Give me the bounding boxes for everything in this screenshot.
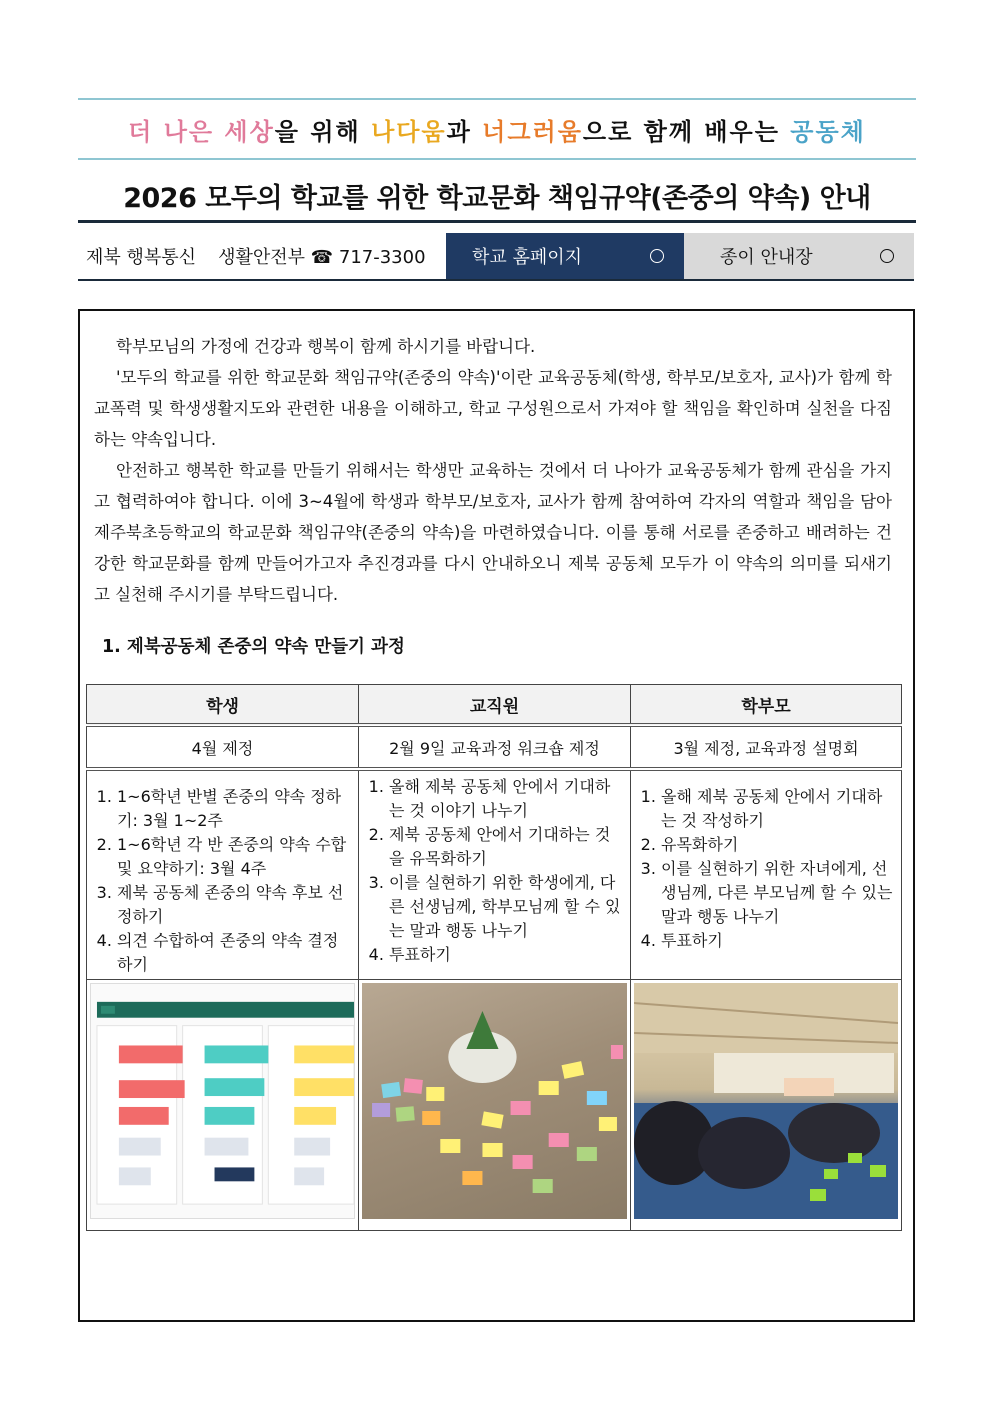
workshop-sticky-notes-photo	[362, 983, 627, 1219]
intro-paragraph: '모두의 학교를 위한 학교문화 책임규약(존중의 약속)'이란 교육공동체(학생, 학부모/보호자, 교사)가 함께 학교폭력 및 학생생활지도와 관련한 내용을 이해하고, 학교 구성원으로서 가져야 할 책임을 확인하며 실천을 다짐하는 약속입니다.	[94, 368, 892, 449]
step-item: 3. 이를 실현하기 위한 학생에게, 다른 선생님께, 학부모님께 할 수 있는 말과 행동 나누기	[389, 871, 624, 943]
motto-part: 과	[446, 117, 483, 146]
step-item: 1. 올해 제북 공동체 안에서 기대하는 것 이야기 나누기	[389, 775, 624, 823]
motto-banner	[78, 98, 916, 160]
step-item: 4. 의견 수합하여 존중의 약속 결정하기	[117, 929, 352, 977]
motto-part: 너그러움	[482, 117, 583, 146]
photo-cell	[87, 980, 359, 1231]
motto-part: 나다움	[371, 117, 447, 146]
homepage-label: 학교 홈페이지	[472, 247, 583, 268]
department-contact: 생활안전부 ☎ 717-3300	[218, 247, 426, 268]
intro-paragraph: 학부모님의 가정에 건강과 행복이 함께 하시기를 바랍니다.	[116, 337, 536, 356]
photo-cell	[359, 980, 631, 1231]
paper-notice-option[interactable]	[684, 233, 914, 279]
survey-results-screenshot	[90, 983, 355, 1219]
step-item: 2. 제북 공동체 안에서 기대하는 것을 유목화하기	[389, 823, 624, 871]
section-title: 1. 제북공동체 존중의 약속 만들기 과정	[102, 637, 405, 657]
motto-part: 으로 함께 배우는	[582, 117, 791, 146]
steps-cell	[87, 769, 359, 980]
paper-notice-label: 종이 안내장	[720, 247, 813, 268]
schedule-cell: 2월 9일 교육과정 워크숍 제정	[359, 725, 631, 769]
step-item: 1. 올해 제북 공동체 안에서 기대하는 것 작성하기	[661, 785, 895, 833]
schedule-cell: 4월 제정	[87, 725, 359, 769]
process-table	[86, 684, 902, 1231]
photo-cell	[631, 980, 902, 1231]
document-title: 2026 모두의 학교를 위한 학교문화 책임규약(존중의 약속) 안내	[78, 170, 916, 223]
circle-icon	[650, 249, 664, 263]
step-item: 1. 1~6학년 반별 존중의 약속 정하기: 3월 1~2주	[117, 785, 352, 833]
step-item: 4. 투표하기	[389, 943, 624, 967]
step-item: 3. 제북 공동체 존중의 약속 후보 선정하기	[117, 881, 352, 929]
circle-icon	[880, 249, 894, 263]
parent-meeting-gym-photo	[634, 983, 898, 1219]
step-item: 2. 1~6학년 각 반 존중의 약속 수합 및 요약하기: 3월 4주	[117, 833, 352, 881]
motto-part: 을 위해	[274, 117, 372, 146]
column-header-parents: 학부모	[631, 685, 902, 726]
column-header-staff: 교직원	[359, 685, 631, 726]
step-item: 3. 이를 실현하기 위한 자녀에게, 선생님께, 다른 부모님께 할 수 있는 말과 행동 나누기	[661, 857, 895, 929]
column-header-students: 학생	[87, 685, 359, 726]
schedule-cell: 3월 제정, 교육과정 설명회	[631, 725, 902, 769]
intro-text	[94, 331, 892, 610]
motto-part: 공동체	[790, 117, 866, 146]
newsletter-info	[78, 233, 446, 279]
intro-paragraph: 안전하고 행복한 학교를 만들기 위해서는 학생만 교육하는 것에서 더 나아가 교육공동체가 함께 관심을 가지고 협력하여야 합니다. 이에 3~4월에 학생과 학부모/보호자, 교사가 함께 참여하여 각자의 역할과 책임을 담아 제주북초등학교의 학교문화 책임규약(존중의 약속)을 마련하였습니다. 이를 통해 서로를 존중하고 배려하는 건강한 학교문화를 함께 만들어가고자 추진경과를 다시 안내하오니 제북 공동체 모두가 이 약속의 의미를 되새기고 실천해 주시기를 부탁드립니다.	[94, 461, 892, 604]
steps-cell	[631, 769, 902, 980]
step-item: 2. 유목화하기	[661, 833, 895, 857]
main-content-box	[78, 309, 915, 1322]
step-item: 4. 투표하기	[661, 929, 895, 953]
newsletter-name: 제북 행복통신	[86, 247, 197, 268]
steps-cell	[359, 769, 631, 980]
info-bar	[78, 233, 914, 281]
homepage-option[interactable]	[446, 233, 684, 279]
motto-part: 더 나은 세상	[128, 117, 275, 146]
